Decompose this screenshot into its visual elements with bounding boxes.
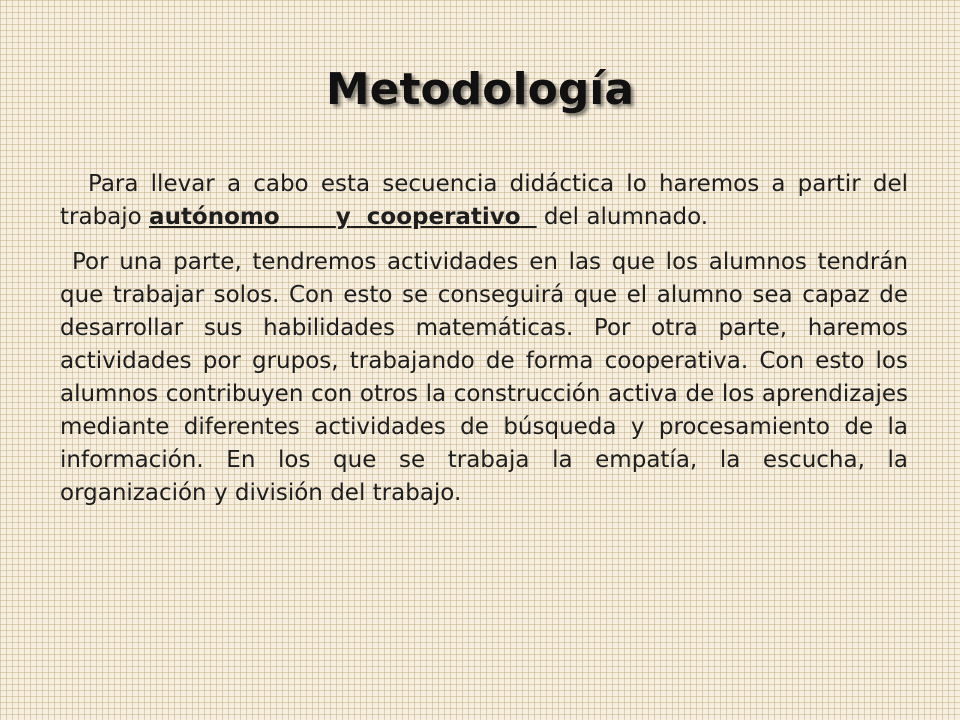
emphasis-gap-2 bbox=[351, 204, 367, 230]
emphasis-connector: y bbox=[335, 204, 351, 230]
intro-text-start: Para llevar a cabo esta secuencia didáctica lo haremos a partir del trabajo bbox=[60, 171, 908, 230]
intro-text-end: del alumnado. bbox=[536, 204, 709, 230]
slide-title: Metodología bbox=[325, 64, 635, 115]
slide-body bbox=[60, 168, 908, 522]
paragraph-body: Por una parte, tendremos actividades en las que los alumnos tendrán que trabajar solos. Con esto se conseguirá que el alumno sea capaz de desarrollar sus habilidades matemáticas. Por otra parte, haremos actividades por grupos, trabajando de forma cooperativa. Con esto los alumnos contribuyen con otros la construcción activa de los aprendizajes mediante diferentes actividades de búsqueda y procesamiento de la información. En los que se trabaja la empatía, la escucha, la organización y división del trabajo. bbox=[60, 249, 908, 506]
paragraph-intro bbox=[60, 168, 908, 234]
emphasis-cooperativo: cooperativo bbox=[366, 204, 521, 230]
emphasis-gap-3 bbox=[521, 204, 537, 230]
emphasis-autonomo: autónomo bbox=[149, 204, 280, 230]
emphasis-gap bbox=[280, 204, 336, 230]
